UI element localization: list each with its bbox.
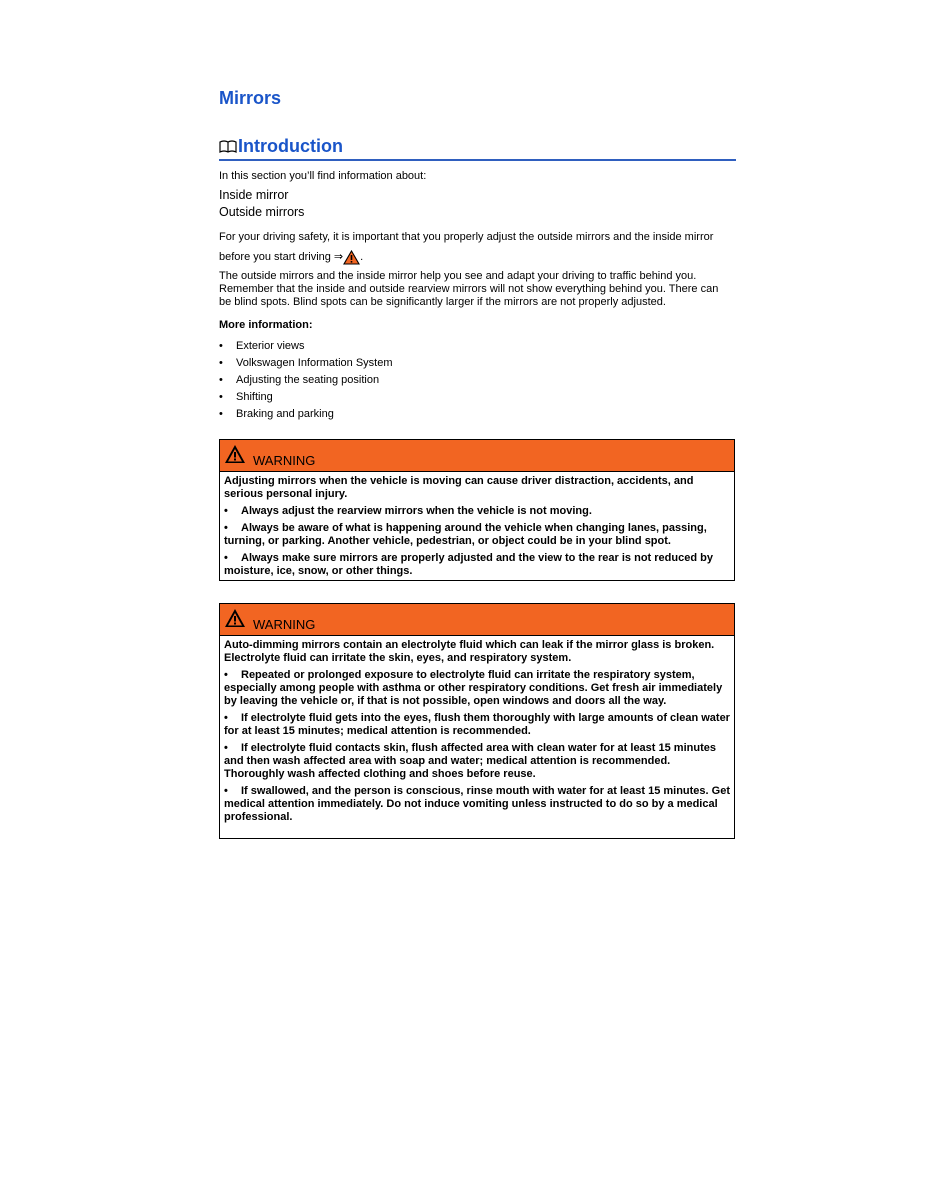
list-item-label: Shifting <box>236 391 273 403</box>
section-header <box>219 136 736 161</box>
blind-spot-paragraph: The outside mirrors and the inside mirror help you see and adapt your driving to traffic behind you. Remember that the inside and outside rearview mirrors will not show everything behind you. There can be blind spots. Blind spots can be significantly larger if the mirrors are not properly adjusted. <box>219 270 719 308</box>
topic-inside-mirror: Inside mirror <box>219 188 289 202</box>
safety-paragraph-end: . <box>360 251 364 263</box>
bullet: • <box>219 374 223 386</box>
warning-triangle-icon <box>224 444 246 464</box>
safety-paragraph-line1: For your driving safety, it is important that you properly adjust the outside mirrors and the inside mirror <box>219 231 714 243</box>
safety-paragraph-line2-text: before you start driving <box>219 251 331 263</box>
warning-bullet: • Repeated or prolonged exposure to electrolyte fluid can irritate the respiratory system, especially among people with asthma or other respiratory conditions. Get fresh air immediately by leaving the vehicle or, if that is not possible, open windows and doors all the way. <box>224 669 723 707</box>
list-item-label: Volkswagen Information System <box>236 357 393 369</box>
warning-box-auto-dimming <box>219 603 735 839</box>
list-item[interactable] <box>219 374 393 391</box>
warning-label: WARNING <box>253 453 316 468</box>
list-item-label: Adjusting the seating position <box>236 374 380 386</box>
chapter-title: Mirrors <box>219 88 282 108</box>
more-info-list <box>219 340 393 425</box>
list-item[interactable] <box>219 391 393 408</box>
warning-bullet: • Always be aware of what is happening around the vehicle when changing lanes, passing, turning, or parking. Another vehicle, pedestrian, or object could be in your blind spot. <box>224 522 707 547</box>
warning-bullet: • If electrolyte fluid contacts skin, flush affected area with clean water for at least 15 minutes and then wash affected area with soap and water; medical attention is recommended. Thoroughly wash affected clothing and shoes before reuse. <box>224 742 716 780</box>
warning-bullet: • If electrolyte fluid gets into the eyes, flush them thoroughly with large amounts of clean water for at least 15 minutes; medical attention is recommended. <box>224 712 730 737</box>
warning-triangle-icon <box>224 608 246 628</box>
warning-body <box>220 636 734 824</box>
warning-label: WARNING <box>253 617 316 632</box>
warning-intro: Auto-dimming mirrors contain an electrolyte fluid which can leak if the mirror glass is broken. Electrolyte fluid can irritate the skin, eyes, and respiratory system. <box>224 639 715 664</box>
warning-bullet: • If swallowed, and the person is conscious, rinse mouth with water for at least 15 minutes. Get medical attention immediately. Do not induce vomiting unless instructed to do so by a medical professional. <box>224 785 730 823</box>
warning-header <box>220 440 734 472</box>
bullet: • <box>219 340 223 352</box>
topic-outside-mirrors: Outside mirrors <box>219 205 305 219</box>
book-icon <box>219 140 237 154</box>
list-item[interactable] <box>219 408 393 425</box>
list-item[interactable] <box>219 357 393 374</box>
warning-triangle-icon[interactable] <box>343 250 360 265</box>
bullet: • <box>219 391 223 403</box>
reference-arrow: ⇒ <box>333 251 344 263</box>
bullet: • <box>219 357 223 369</box>
warning-bullet: • Always adjust the rearview mirrors when the vehicle is not moving. <box>224 505 592 517</box>
warning-header <box>220 604 734 636</box>
safety-paragraph <box>219 231 736 265</box>
warning-box-adjusting-mirrors <box>219 439 735 581</box>
list-item-label: Exterior views <box>236 340 305 352</box>
list-item[interactable] <box>219 340 393 357</box>
section-title: Introduction <box>238 136 343 156</box>
safety-paragraph-line2 <box>219 250 736 265</box>
list-item-label: Braking and parking <box>236 408 334 420</box>
warning-bullet: • Always make sure mirrors are properly adjusted and the view to the rear is not reduced by moisture, ice, snow, or other things. <box>224 552 713 577</box>
warning-intro: Adjusting mirrors when the vehicle is moving can cause driver distraction, accidents, and serious personal injury. <box>224 475 694 500</box>
more-info-heading: More information: <box>219 319 313 331</box>
warning-body <box>220 472 734 578</box>
intro-line: In this section you’ll find information about: <box>219 170 427 182</box>
bullet: • <box>219 408 223 420</box>
